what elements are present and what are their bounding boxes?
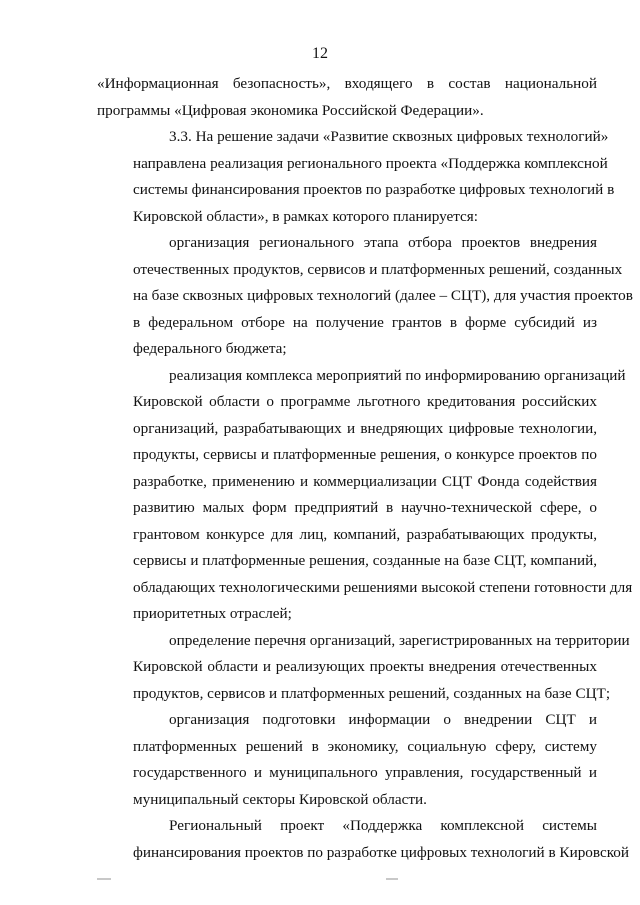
text-line: «Информационная безопасность», входящего в состав национальной [97,75,597,92]
text-line: обладающих технологическими решениями высокой степени готовности для [133,578,633,596]
text-line: организация подготовки информации о внедрении СЦТ и [169,711,597,728]
paragraph-p-def [97,628,630,708]
page-number: 12 [312,45,328,62]
text-line: Кировской области и реализующих проекты внедрения отечественных [133,658,597,675]
paragraph-p-3-3 [97,124,615,230]
text-line: разработке, применению и коммерциализации СЦТ Фонда содействия [133,472,597,490]
text-line: муниципальный секторы Кировской области. [133,790,427,808]
scan-artifact-left [97,878,111,880]
text-line: сервисы и платформенные решения, созданные на базе СЦТ, компаний, [133,552,597,569]
text-line: организаций, разрабатывающих и внедряющих цифровые технологии, [133,419,597,437]
text-line: грантовом конкурсе для лиц, компаний, разрабатывающих продукты, [133,525,597,543]
text-line: продукты, сервисы и платформенные решения, о конкурсе проектов по [133,446,597,463]
text-line: определение перечня организаций, зарегистрированных на территории [169,631,630,649]
text-line: направлена реализация регионального проекта «Поддержка комплексной [133,154,608,172]
text-line: отечественных продуктов, сервисов и платформенных решений, созданных [133,260,623,278]
text-line: системы финансирования проектов по разработке цифровых технологий в [133,181,615,198]
text-line: в федеральном отборе на получение грантов в форме субсидий из [133,313,597,331]
paragraph-p-cont [97,71,597,124]
paragraph-p-real [97,363,633,628]
body-text [97,71,633,866]
paragraph-p-org-1 [97,230,633,363]
text-line: продуктов, сервисов и платформенных решений, созданных на базе СЦТ; [133,684,611,702]
scan-artifact-right [386,878,398,880]
text-line: государственного и муниципального управления, государственный и [133,764,597,781]
text-line: организация регионального этапа отбора проектов внедрения [169,234,597,251]
text-line: 3.3. На решение задачи «Развитие сквозных цифровых технологий» [169,128,609,145]
text-line: программы «Цифровая экономика Российской Федерации». [97,101,484,119]
text-line: Кировской области», в рамках которого планируется: [133,207,479,225]
text-line: финансирования проектов по разработке цифровых технологий в Кировской [133,843,630,861]
text-line: на базе сквозных цифровых технологий (далее – СЦТ), для участия проектов [133,287,633,304]
text-line: развитию малых форм предприятий в научно-технической сфере, о [133,499,597,516]
paragraph-p-org-2 [97,707,597,813]
text-line: Региональный проект «Поддержка комплексной системы [169,817,597,834]
paragraph-p-reg [97,813,630,866]
text-line: реализация комплекса мероприятий по информированию организаций [169,366,626,384]
text-line: приоритетных отраслей; [133,605,292,622]
text-line: платформенных решений в экономику, социальную сферу, систему [133,737,597,755]
text-line: Кировской области о программе льготного кредитования российских [133,393,597,410]
text-line: федерального бюджета; [133,340,287,357]
